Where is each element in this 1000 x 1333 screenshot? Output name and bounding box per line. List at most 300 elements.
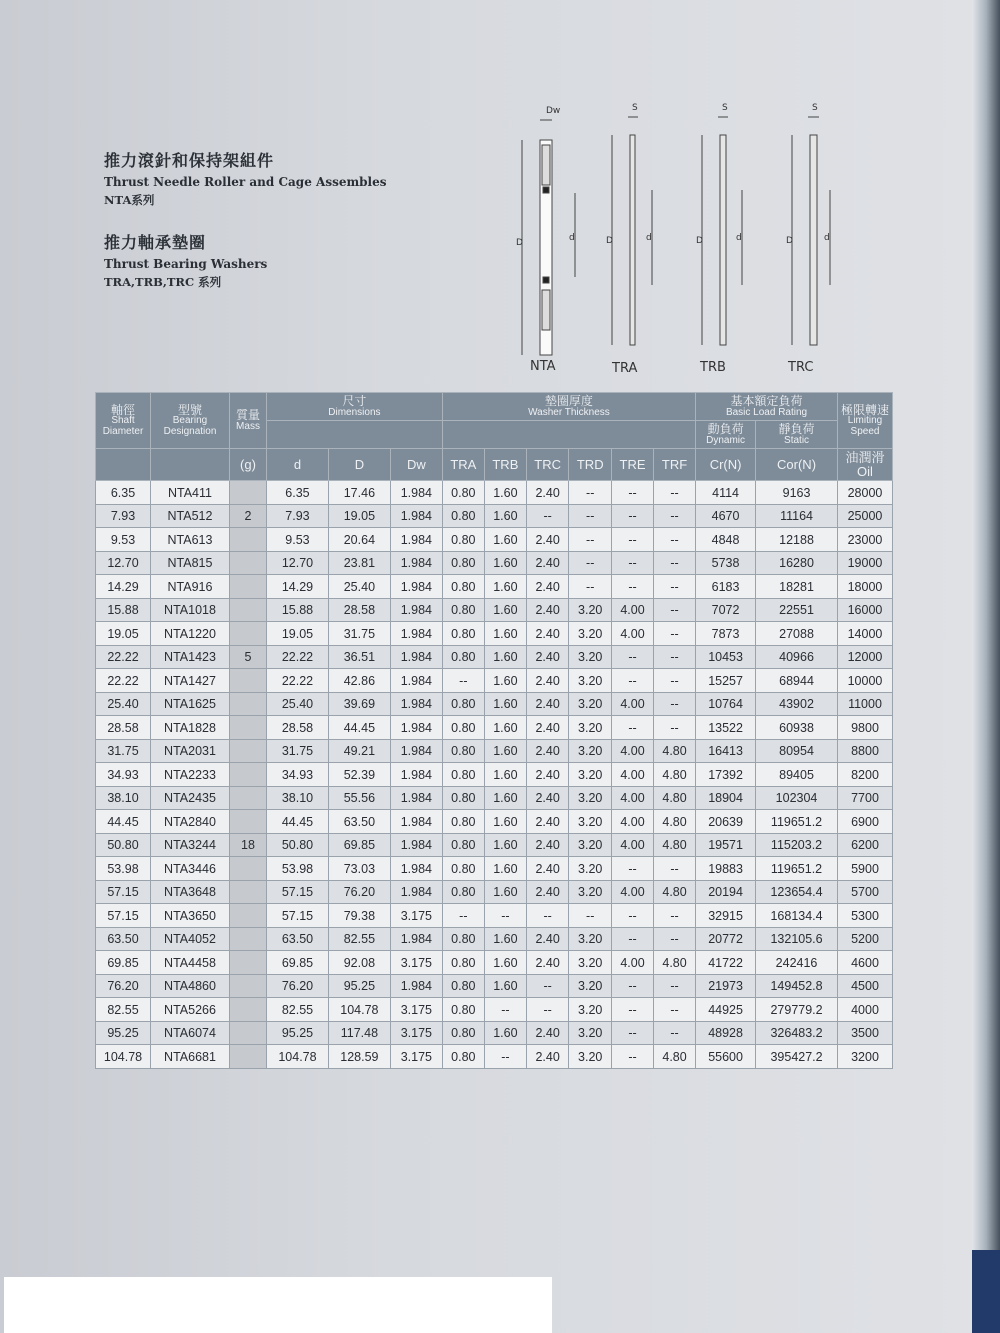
table-cell: -- [569,481,612,505]
blank-area [4,1277,552,1333]
D-label-trc: D [786,236,793,246]
table-cell: 4670 [696,504,756,528]
table-cell: -- [612,669,654,693]
table-cell: 0.80 [442,810,484,834]
unit-trc: TRC [526,449,569,481]
table-row [96,692,893,716]
table-cell [230,951,267,975]
table-cell: 9163 [756,481,838,505]
table-cell: 242416 [756,951,838,975]
table-cell: 0.80 [442,622,484,646]
table-cell: 6200 [838,833,893,857]
table-cell [230,763,267,787]
table-cell: 4.00 [612,763,654,787]
table-cell: 15.88 [96,598,151,622]
table-cell: 1.60 [484,974,526,998]
table-cell: 1.60 [484,763,526,787]
unit-d: d [267,449,329,481]
table-cell: 3.20 [569,692,612,716]
table-row [96,1045,893,1069]
table-row [96,998,893,1022]
table-cell: 1.60 [484,1021,526,1045]
table-cell: 5738 [696,551,756,575]
table-cell: 13522 [696,716,756,740]
table-cell: -- [526,998,569,1022]
bearing-diagram [500,95,860,385]
table-cell: 2.40 [526,739,569,763]
table-cell: -- [654,857,696,881]
table-cell: 5700 [838,880,893,904]
table-cell: 119651.2 [756,810,838,834]
table-row [96,833,893,857]
table-cell: 14.29 [267,575,329,599]
table-cell: -- [654,927,696,951]
table-cell: 7072 [696,598,756,622]
table-cell: -- [654,645,696,669]
table-cell: 0.80 [442,1045,484,1069]
table-cell: 22.22 [267,669,329,693]
table-cell: 8800 [838,739,893,763]
hdr-load: 基本額定負荷 Basic Load Rating [696,393,838,421]
table-cell: 9.53 [96,528,151,552]
table-cell: 1.60 [484,645,526,669]
table-cell: -- [654,692,696,716]
table-cell: 279779.2 [756,998,838,1022]
table-cell: -- [484,1045,526,1069]
hdr-dynamic: 動負荷 Dynamic [696,421,756,449]
table-cell: 25000 [838,504,893,528]
table-cell: 9800 [838,716,893,740]
table-cell: -- [612,504,654,528]
table-cell: 0.80 [442,716,484,740]
table-cell: 38.10 [96,786,151,810]
table-cell: 123654.4 [756,880,838,904]
table-cell: 128.59 [328,1045,390,1069]
table-cell: 1.984 [390,974,442,998]
table-cell [230,974,267,998]
table-cell: 48928 [696,1021,756,1045]
table-cell: 82.55 [328,927,390,951]
d-label-nta: d [569,233,575,243]
table-cell: 1.60 [484,786,526,810]
s-label-trc: S [812,103,818,113]
table-cell: 1.984 [390,481,442,505]
table-cell: 3.175 [390,998,442,1022]
table-cell: NTA4052 [151,927,230,951]
table-cell: 2.40 [526,575,569,599]
table-cell: 4.80 [654,810,696,834]
table-cell [230,528,267,552]
table-cell: 3.20 [569,739,612,763]
title2-en: Thrust Bearing Washers [104,257,268,271]
s-label-trb: S [722,103,728,113]
unit-tre: TRE [612,449,654,481]
table-cell: 3.175 [390,1045,442,1069]
s-label-tra: S [632,103,638,113]
table-cell: 7.93 [96,504,151,528]
table-cell: -- [654,716,696,740]
table-cell: 20194 [696,880,756,904]
table-cell: 3.20 [569,1021,612,1045]
title-en: Thrust Needle Roller and Cage Assembles [104,175,387,189]
table-cell: 102304 [756,786,838,810]
table-cell: 0.80 [442,880,484,904]
table-cell: 3.175 [390,904,442,928]
table-cell: 395427.2 [756,1045,838,1069]
table-cell: 27088 [756,622,838,646]
table-cell: 41722 [696,951,756,975]
table-cell: 23000 [838,528,893,552]
hdr-mass: 質量 Mass [230,393,267,449]
table-cell: 57.15 [96,904,151,928]
table-cell: -- [654,504,696,528]
d-label-trc: d [824,233,830,243]
table-cell: 17.46 [328,481,390,505]
table-cell: -- [654,551,696,575]
table-cell: NTA1018 [151,598,230,622]
table-cell: 0.80 [442,481,484,505]
table-cell: NTA815 [151,551,230,575]
table-cell: 1.984 [390,927,442,951]
table-cell: 32915 [696,904,756,928]
hdr-designation: 型號 Bearing Designation [151,393,230,449]
table-cell: 19.05 [328,504,390,528]
table-cell: 79.38 [328,904,390,928]
title2-cn: 推力軸承墊圈 [104,233,207,252]
table-cell: 0.80 [442,528,484,552]
table-cell: 16000 [838,598,893,622]
table-cell: 1.60 [484,927,526,951]
table-cell: 12.70 [267,551,329,575]
table-cell: -- [654,528,696,552]
table-cell: 6900 [838,810,893,834]
unit-g: (g) [230,449,267,481]
table-cell: 55600 [696,1045,756,1069]
table-cell: 2.40 [526,833,569,857]
table-cell: 43902 [756,692,838,716]
table-cell: 42.86 [328,669,390,693]
table-cell: 2.40 [526,810,569,834]
table-cell: 1.984 [390,880,442,904]
table-cell: 76.20 [96,974,151,998]
table-cell: 14000 [838,622,893,646]
label-tra: TRA [612,361,638,376]
table-cell: 2.40 [526,763,569,787]
table-cell: 69.85 [328,833,390,857]
table-cell: 1.60 [484,575,526,599]
table-cell [230,598,267,622]
table-cell [230,1045,267,1069]
table-cell: 1.984 [390,504,442,528]
table-cell: -- [612,998,654,1022]
table-cell: 4.80 [654,763,696,787]
table-cell: 3.20 [569,645,612,669]
table-row [96,974,893,998]
table-cell: 0.80 [442,551,484,575]
table-cell: 25.40 [96,692,151,716]
table-cell: 19000 [838,551,893,575]
table-cell: 1.984 [390,786,442,810]
table-cell: NTA916 [151,575,230,599]
table-cell: -- [569,551,612,575]
table-cell: 0.80 [442,645,484,669]
table-cell: 1.984 [390,810,442,834]
table-cell: 2.40 [526,951,569,975]
hdr-dimensions: 尺寸 Dimensions [267,393,443,421]
table-cell: 2.40 [526,669,569,693]
table-cell: 4.00 [612,692,654,716]
table-cell: 31.75 [96,739,151,763]
table-cell: 18 [230,833,267,857]
table-cell: -- [612,645,654,669]
table-cell: 3.20 [569,598,612,622]
table-cell [230,904,267,928]
book-spine [972,0,1000,1333]
table-cell: NTA3244 [151,833,230,857]
table-cell: 18000 [838,575,893,599]
unit-trb: TRB [484,449,526,481]
table-cell: 0.80 [442,575,484,599]
table-row [96,739,893,763]
table-cell: 92.08 [328,951,390,975]
unit-D: D [328,449,390,481]
table-cell: 3.20 [569,857,612,881]
table-row [96,951,893,975]
table-cell: 0.80 [442,927,484,951]
table-cell: NTA3648 [151,880,230,904]
table-cell [230,551,267,575]
table-cell: 1.60 [484,481,526,505]
table-cell: 10000 [838,669,893,693]
table-cell: NTA4458 [151,951,230,975]
table-cell: 2.40 [526,857,569,881]
table-cell: 16280 [756,551,838,575]
table-cell: 3.20 [569,951,612,975]
spine-edge [972,1250,1000,1333]
table-row [96,598,893,622]
table-cell: 22.22 [96,669,151,693]
table-cell: 7.93 [267,504,329,528]
table-cell: 3.20 [569,833,612,857]
table-cell: 5200 [838,927,893,951]
table-cell: 117.48 [328,1021,390,1045]
table-cell: 34.93 [267,763,329,787]
table-cell: 63.50 [267,927,329,951]
table-cell: -- [612,904,654,928]
table-cell: 11000 [838,692,893,716]
table-cell: NTA1427 [151,669,230,693]
table-cell: 44.45 [96,810,151,834]
table-cell: 4.80 [654,739,696,763]
table-cell: 4.00 [612,739,654,763]
table-cell: 10453 [696,645,756,669]
table-cell: 104.78 [96,1045,151,1069]
table-cell: 7873 [696,622,756,646]
table-cell: 3500 [838,1021,893,1045]
table-cell: 3.20 [569,1045,612,1069]
table-cell: 20639 [696,810,756,834]
table-cell: 82.55 [267,998,329,1022]
table-cell: 3.20 [569,998,612,1022]
d-label-trb: d [736,233,742,243]
table-cell: -- [484,998,526,1022]
table-cell: NTA1220 [151,622,230,646]
table-cell: -- [612,551,654,575]
table-cell: 0.80 [442,833,484,857]
table-cell: 4114 [696,481,756,505]
table-cell: NTA1828 [151,716,230,740]
table-row [96,622,893,646]
table-cell: 0.80 [442,951,484,975]
table-cell: 17392 [696,763,756,787]
table-cell: -- [526,504,569,528]
table-cell: 4.80 [654,786,696,810]
d-label-tra: d [646,233,652,243]
unit-tra: TRA [442,449,484,481]
table-row [96,1021,893,1045]
table-cell: 1.60 [484,551,526,575]
table-cell: -- [612,857,654,881]
title-cn: 推力滾針和保持架組件 [104,151,275,170]
table-cell: 6.35 [267,481,329,505]
table-cell: 4848 [696,528,756,552]
table-cell: 22.22 [267,645,329,669]
table-cell [230,998,267,1022]
unit-trf: TRF [654,449,696,481]
table-cell: 95.25 [267,1021,329,1045]
table-cell: 4.00 [612,833,654,857]
table-row [96,763,893,787]
table-cell: 0.80 [442,974,484,998]
table-cell: -- [654,575,696,599]
unit-cr: Cr(N) [696,449,756,481]
table-row [96,669,893,693]
table-cell: 22.22 [96,645,151,669]
table-cell: 2 [230,504,267,528]
table-cell: 36.51 [328,645,390,669]
table-cell: 1.984 [390,857,442,881]
table-row [96,551,893,575]
table-cell: 19571 [696,833,756,857]
table-cell: 1.60 [484,504,526,528]
table-cell: 23.81 [328,551,390,575]
table-cell: 20772 [696,927,756,951]
table-cell: 2.40 [526,927,569,951]
table-cell: 12188 [756,528,838,552]
table-cell: -- [612,974,654,998]
table-cell: 104.78 [267,1045,329,1069]
table-cell: 31.75 [328,622,390,646]
table-cell: 1.984 [390,833,442,857]
table-cell: NTA411 [151,481,230,505]
table-cell: 4.00 [612,622,654,646]
table-cell: 2.40 [526,692,569,716]
table-cell: 1.60 [484,598,526,622]
table-cell [230,716,267,740]
label-nta: NTA [530,359,556,374]
table-cell: 73.03 [328,857,390,881]
table-cell: NTA3446 [151,857,230,881]
table-cell: 15257 [696,669,756,693]
table-cell: 18281 [756,575,838,599]
table-cell: 22551 [756,598,838,622]
table-cell [230,739,267,763]
table-row [96,481,893,505]
table-cell: NTA5266 [151,998,230,1022]
table-cell: 10764 [696,692,756,716]
table-cell: 1.60 [484,669,526,693]
table-cell: -- [654,974,696,998]
table-cell: 2.40 [526,880,569,904]
table-cell: 4.80 [654,833,696,857]
table-cell: 4.00 [612,951,654,975]
table-cell: 0.80 [442,692,484,716]
table-cell: 1.60 [484,951,526,975]
table-cell: 132105.6 [756,927,838,951]
table-cell: 1.984 [390,598,442,622]
hdr-speed: 極限轉速 Limiting Speed [838,393,893,449]
table-cell: 1.984 [390,739,442,763]
table-cell: 52.39 [328,763,390,787]
table-cell: NTA2233 [151,763,230,787]
table-cell: NTA1625 [151,692,230,716]
table-cell: 19.05 [96,622,151,646]
table-cell: -- [654,904,696,928]
table-cell: 38.10 [267,786,329,810]
label-trc: TRC [788,360,814,375]
table-cell: 3.20 [569,810,612,834]
table-cell: -- [654,669,696,693]
table-cell: 2.40 [526,1021,569,1045]
table-cell: -- [442,904,484,928]
unit-blank-2 [151,449,230,481]
table-cell [230,927,267,951]
table-cell: 1.984 [390,551,442,575]
table-cell: 80954 [756,739,838,763]
table-cell: 63.50 [328,810,390,834]
hdr-dim-spacer [267,421,443,449]
table-cell: 3.20 [569,927,612,951]
table-cell: 4.80 [654,951,696,975]
table-cell: 1.60 [484,833,526,857]
table-cell: 2.40 [526,716,569,740]
series-tr: TRA,TRB,TRC 系列 [104,275,222,289]
spec-table-body [96,481,893,1069]
table-cell: -- [612,528,654,552]
table-cell: 0.80 [442,998,484,1022]
table-cell: 9.53 [267,528,329,552]
table-cell: 57.15 [96,880,151,904]
table-cell: NTA3650 [151,904,230,928]
D-label-tra: D [606,236,613,246]
table-cell: 1.60 [484,716,526,740]
table-cell: 1.984 [390,692,442,716]
table-cell: 95.25 [96,1021,151,1045]
table-cell: -- [569,575,612,599]
table-cell: 8200 [838,763,893,787]
table-cell: -- [442,669,484,693]
table-cell: 6183 [696,575,756,599]
table-cell: 76.20 [267,974,329,998]
table-cell: 168134.4 [756,904,838,928]
table-cell: 19883 [696,857,756,881]
table-cell: 76.20 [328,880,390,904]
table-cell: 28000 [838,481,893,505]
table-cell: 3200 [838,1045,893,1069]
table-cell: 0.80 [442,504,484,528]
table-cell: 57.15 [267,904,329,928]
table-cell: 25.40 [328,575,390,599]
